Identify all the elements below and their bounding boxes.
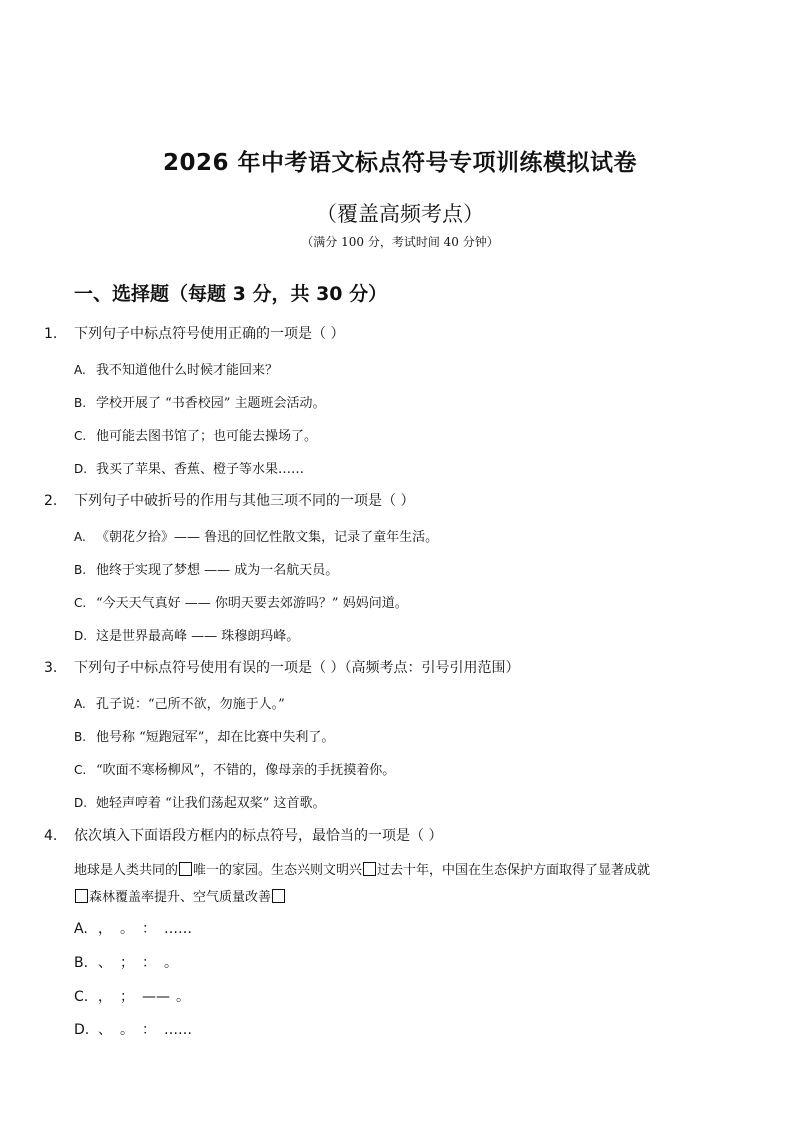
- option-text: 这是世界最高峰 —— 珠穆朗玛峰。: [96, 629, 300, 644]
- option-label: B.: [74, 563, 87, 577]
- question-text: 下列句子中标点符号使用有误的一项是（ ）（高频考点：引号引用范围）: [74, 660, 520, 676]
- option-label: A.: [74, 363, 86, 377]
- question-3-option-c[interactable]: [74, 759, 395, 778]
- mark: ——: [142, 989, 170, 1005]
- mark: ：: [142, 921, 156, 937]
- option-marks: [98, 989, 198, 1005]
- mark: 、: [98, 1022, 112, 1038]
- option-marks: [98, 1022, 192, 1038]
- section-heading: 一、选择题（每题 3 分，共 30 分）: [74, 283, 388, 305]
- question-3-option-d[interactable]: [74, 792, 326, 811]
- option-label: D.: [74, 629, 88, 643]
- option-label: B.: [74, 955, 89, 971]
- question-number: 2.: [44, 493, 58, 509]
- option-label: D.: [74, 796, 88, 810]
- blank-box-2: [363, 862, 376, 876]
- blank-box-3: [75, 889, 88, 903]
- question-4-option-c[interactable]: [74, 986, 198, 1006]
- mark: 、: [98, 955, 112, 971]
- question-number: 4.: [44, 828, 58, 844]
- option-label: A.: [74, 697, 86, 711]
- option-label: A.: [74, 530, 86, 544]
- option-label: C.: [74, 596, 87, 610]
- question-3-option-b[interactable]: [74, 726, 334, 745]
- option-label: D.: [74, 1022, 90, 1038]
- question-1-option-d[interactable]: [74, 458, 304, 477]
- option-text: 他可能去图书馆了；也可能去操场了。: [96, 429, 318, 444]
- question-1: [44, 323, 344, 343]
- page-subtitle: （覆盖高频考点）: [316, 202, 484, 226]
- option-label: C.: [74, 763, 87, 777]
- mark: ，: [98, 989, 112, 1005]
- passage-segment: 地球是人类共同的: [74, 863, 179, 878]
- question-2-option-a[interactable]: [74, 526, 438, 545]
- option-text: 她轻声哼着 “让我们荡起双桨” 这首歌。: [96, 796, 326, 811]
- mark: 。: [164, 955, 178, 971]
- mark: 。: [176, 989, 190, 1005]
- question-3-option-a[interactable]: [74, 693, 285, 712]
- option-label: D.: [74, 462, 88, 476]
- passage-segment: 过去十年，中国在生态保护方面取得了显著成就: [377, 863, 651, 878]
- option-text: 他终于实现了梦想 —— 成为一名航天员。: [96, 563, 339, 578]
- question-1-option-b[interactable]: [74, 392, 326, 411]
- option-label: B.: [74, 396, 87, 410]
- option-text: 《朝花夕拾》—— 鲁迅的回忆性散文集，记录了童年生活。: [96, 530, 439, 545]
- question-text: 下列句子中标点符号使用正确的一项是（ ）: [74, 326, 345, 342]
- question-text: 依次填入下面语段方框内的标点符号，最恰当的一项是（ ）: [74, 828, 443, 844]
- option-label: A.: [74, 921, 88, 937]
- mark: ……: [164, 921, 192, 937]
- mark: ；: [120, 989, 134, 1005]
- question-4: [44, 825, 442, 845]
- question-number: 3.: [44, 660, 58, 676]
- passage-segment: 唯一的家园。生态兴则文明兴: [193, 863, 363, 878]
- option-text: “吹面不寒杨柳风”，不错的，像母亲的手抚摸着你。: [96, 763, 396, 778]
- option-text: 他号称 “短跑冠军”，却在比赛中失利了。: [96, 730, 335, 745]
- mark: ；: [120, 955, 134, 971]
- question-2: [44, 490, 414, 510]
- option-text: 我不知道他什么时候才能回来？: [96, 363, 279, 378]
- option-label: B.: [74, 730, 87, 744]
- question-2-option-b[interactable]: [74, 559, 338, 578]
- option-marks: [98, 955, 186, 971]
- blank-box-4: [272, 889, 285, 903]
- option-label: C.: [74, 989, 89, 1005]
- question-2-option-d[interactable]: [74, 625, 299, 644]
- mark: ……: [164, 1022, 192, 1038]
- question-text: 下列句子中破折号的作用与其他三项不同的一项是（ ）: [74, 493, 415, 509]
- question-1-option-c[interactable]: [74, 425, 317, 444]
- passage-segment: 森林覆盖率提升、空气质量改善: [89, 890, 272, 905]
- option-text: 我买了苹果、香蕉、橙子等水果……: [96, 462, 305, 477]
- page-title: 2026 年中考语文标点符号专项训练模拟试卷: [162, 150, 638, 176]
- option-label: C.: [74, 429, 87, 443]
- question-3: [44, 657, 519, 677]
- mark: 。: [120, 1022, 134, 1038]
- blank-box-1: [179, 862, 192, 876]
- mark: ，: [98, 921, 112, 937]
- option-text: 学校开展了 “书香校园” 主题班会活动。: [96, 396, 326, 411]
- mark: 。: [120, 921, 134, 937]
- question-4-option-b[interactable]: [74, 952, 186, 972]
- mark: ：: [142, 1022, 156, 1038]
- question-2-option-c[interactable]: [74, 592, 408, 611]
- question-1-option-a[interactable]: [74, 359, 278, 378]
- question-4-option-d[interactable]: [74, 1019, 192, 1039]
- mark: ：: [142, 955, 156, 971]
- question-number: 1.: [44, 326, 58, 342]
- question-4-option-a[interactable]: [74, 918, 192, 938]
- passage-line-2: [74, 886, 286, 905]
- passage-line-1: [74, 859, 650, 878]
- option-text: “今天天气真好 —— 你明天要去郊游吗？” 妈妈问道。: [96, 596, 408, 611]
- option-marks: [98, 921, 192, 937]
- option-text: 孔子说：“己所不欲，勿施于人。”: [96, 697, 285, 712]
- exam-note: （满分 100 分，考试时间 40 分钟）: [301, 235, 499, 249]
